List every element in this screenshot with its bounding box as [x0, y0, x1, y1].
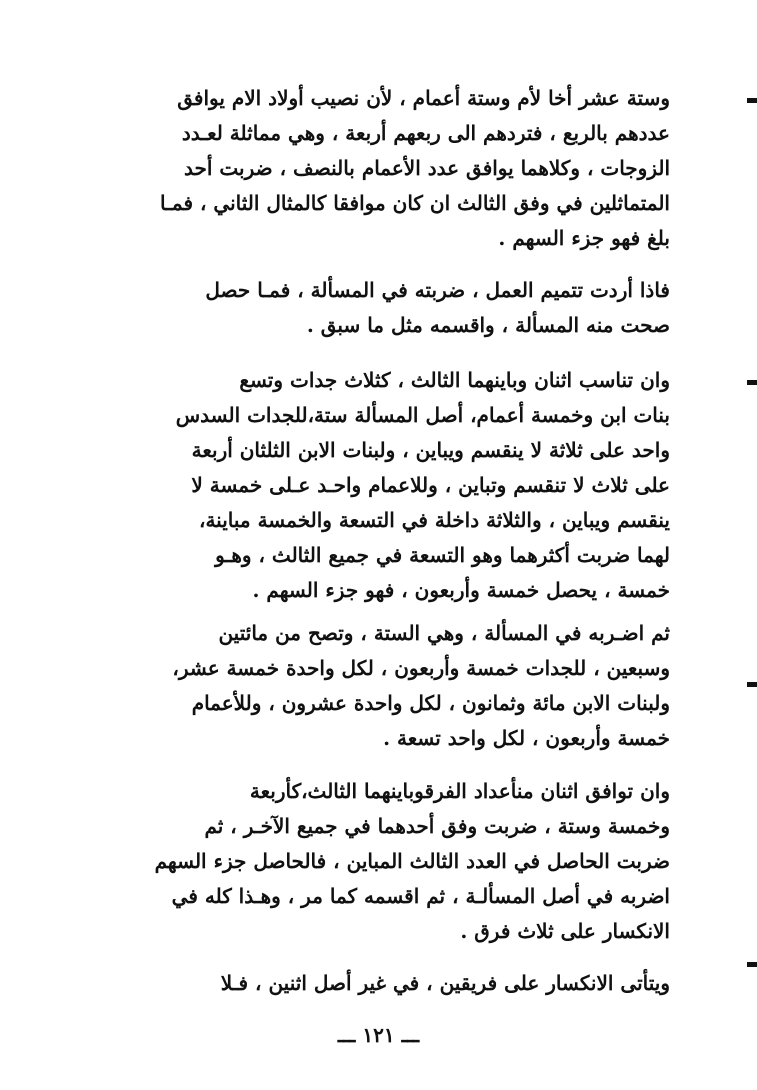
text-line: ضربت الحاصل في العدد الثالث المباين ، فالحاصل جزء السهم [154, 849, 670, 873]
text-line: ينقسم ويباين ، والثلاثة داخلة في التسعة والخمسة مباينة، [198, 508, 670, 532]
text-line: ولبنات الابن مائة وثمانون ، لكل واحدة عشرون ، وللأعمام [191, 691, 670, 715]
scan-edge-mark [747, 98, 757, 103]
text-line: عددهم بالربع ، فتردهم الى ربعهم أربعة ، وهي مماثلة لعـدد [181, 121, 670, 145]
text-line: ويتأتى الانكسار على فريقين ، في غير أصل اثنين ، فـلا [220, 971, 670, 995]
text-line: وسبعين ، للجدات خمسة وأربعون ، لكل واحدة خمسة عشر، [172, 656, 670, 680]
text-line: واحد على ثلاثة لا ينقسم ويباين ، ولبنات الابن الثلثان أربعة [191, 438, 670, 462]
text-line: وان تناسب اثنان وباينهما الثالث ، كثلاث جدات وتسع [239, 368, 670, 392]
scan-edge-mark [747, 682, 757, 687]
paragraph-3 [58, 363, 670, 608]
text-line: وخمسة وستة ، ضربت وفق أحدهما في جميع الآخـر ، ثم [204, 814, 670, 838]
text-line: على ثلاث لا تنقسم وتباين ، وللاعمام واحـد عـلى خمسة لا [191, 473, 670, 497]
paragraph-5 [58, 774, 670, 949]
text-line: اضربه في أصل المسألـة ، ثم اقسمه كما مر ، وهـذا كله في [171, 884, 670, 908]
text-line: المتماثلين في وفق الثالث ان كان موافقا كالمثال الثاني ، فمـا [159, 191, 670, 215]
text-line: وستة عشر أخا لأم وستة أعمام ، لأن نصيب أولاد الام يوافق [177, 86, 670, 110]
text-line: وان توافق اثنان منأعداد الفرقوباينهما الثالث،كأربعة [249, 779, 670, 803]
scan-edge-mark [747, 380, 757, 385]
text-line: لهما ضربت أكثرهما وهو التسعة في جميع الثالث ، وهـو [215, 543, 670, 567]
scan-edge-mark [747, 962, 757, 967]
text-line: فاذا أردت تتميم العمل ، ضربته في المسألة ، فمـا حصل [205, 278, 670, 302]
text-line: الزوجات ، وكلاهما يوافق عدد الأعمام بالنصف ، ضربت أحد [184, 156, 670, 180]
text-line: الانكسار على ثلاث فرق . [460, 919, 670, 943]
paragraph-4 [58, 616, 670, 756]
paragraph-6 [58, 966, 670, 1001]
page-number: ـــ ١٢١ ـــ [337, 1023, 420, 1047]
text-line: خمسة وأربعون ، لكل واحد تسعة . [383, 726, 670, 750]
paragraph-1 [58, 81, 670, 256]
paragraph-2 [58, 273, 670, 343]
text-line: ثم اضـربه في المسألة ، وهي الستة ، وتصح من مائتين [218, 621, 670, 645]
text-line: بنات ابن وخمسة أعمام، أصل المسألة ستة،للجدات السدس [175, 403, 670, 427]
text-line: صحت منه المسألة ، واقسمه مثل ما سبق . [306, 313, 670, 337]
text-line: بلغ فهو جزء السهم . [498, 226, 670, 250]
text-line: خمسة ، يحصل خمسة وأربعون ، فهو جزء السهم . [252, 578, 670, 602]
